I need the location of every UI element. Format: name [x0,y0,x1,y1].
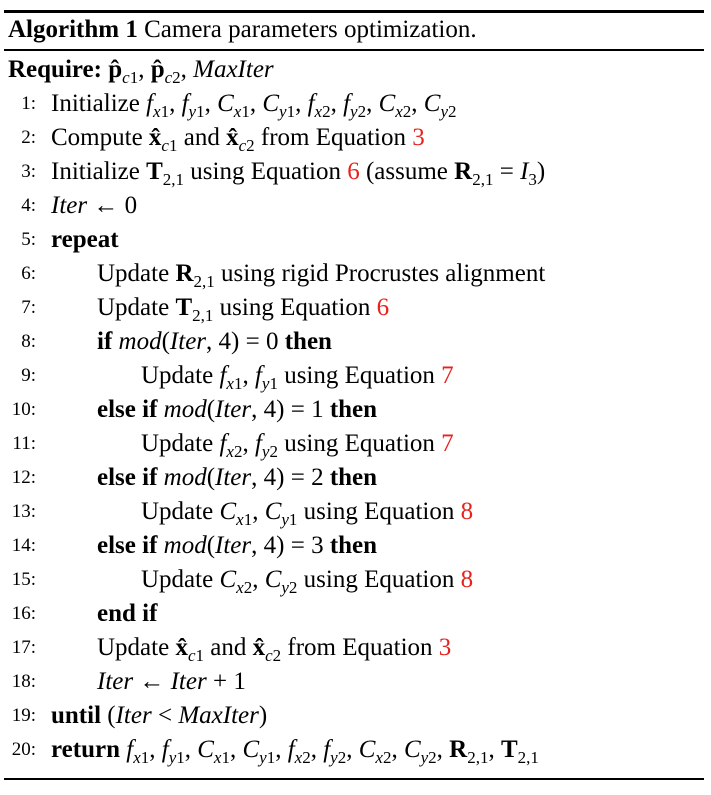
equation-ref[interactable]: 3 [412,124,425,151]
algorithm-line [0,155,711,189]
line-number: 11 : [0,427,36,461]
line-number: 3 : [0,155,36,189]
line-number: 7 : [0,291,36,325]
algorithm-line [0,87,711,121]
line-content: Update $f_{x2}$, $f_{y2}$ using Equation 7 [141,430,454,461]
line-content: else if mod(Iter, 4) = 2 then [97,464,378,491]
line-number: 9 : [0,359,36,393]
line-content: Compute $x̂_{c1}$ and $x̂_{c2}$ from Equation 3 [51,124,425,155]
algorithm-line [0,359,711,393]
line-content: return $f_{x1}$, $f_{y1}$, $C_{x1}$, $C_{y1}$, $f_{x2}$, $f_{y2}$, $C_{x2}$, $C_{y2}$, $R_{2,1}$, $T_{2,1}$ [51,736,539,767]
algorithm-line [0,291,711,325]
equation-ref[interactable]: 8 [460,498,474,525]
line-number: 15 : [0,563,36,597]
caption-rule [4,49,704,51]
require-label: Require: [8,56,102,83]
require-args: $p̂_{c1}$, $p̂_{c2}$, MaxIter [108,56,274,87]
line-number: 10 : [0,393,36,427]
equation-ref[interactable]: 8 [460,566,474,593]
line-content: else if mod(Iter, 4) = 3 then [97,532,378,559]
line-content: Update $C_{x2}$, $C_{y2}$ using Equation 8 [141,566,474,597]
line-number: 13 : [0,495,36,529]
line-number: 14 : [0,529,36,563]
line-number: 12 : [0,461,36,495]
equation-ref[interactable]: 6 [347,158,360,185]
require-line [8,53,274,87]
algorithm-line [0,665,711,699]
line-content: repeat [51,226,119,253]
line-number: 17 : [0,631,36,665]
equation-ref[interactable]: 7 [441,430,454,457]
line-number: 5 : [0,223,36,257]
algorithm-line [0,461,711,495]
line-number: 18 : [0,665,36,699]
algorithm-line [0,393,711,427]
line-content: until (Iter < MaxIter) [51,702,268,729]
algorithm-caption [8,13,477,47]
line-number: 20 : [0,733,36,767]
algorithm-line [0,257,711,291]
algorithm-line [0,427,711,461]
algorithm-label: Algorithm 1 [8,16,138,43]
line-content: if mod(Iter, 4) = 0 then [97,328,332,355]
algorithm-line [0,223,711,257]
algorithm-line [0,563,711,597]
line-number: 1 : [0,87,36,121]
line-number: 6 : [0,257,36,291]
algorithm-line [0,325,711,359]
algorithm-line [0,699,711,733]
algorithm-line [0,189,711,223]
equation-ref[interactable]: 6 [376,294,390,321]
algorithm-line [0,495,711,529]
line-content: Initialize $f_{x1}$, $f_{y1}$, $C_{x1}$, $C_{y1}$, $f_{x2}$, $f_{y2}$, $C_{x2}$, $C_{y2}$ [51,90,457,121]
algorithm-line [0,597,711,631]
line-content: Update $x̂_{c1}$ and $x̂_{c2}$ from Equation 3 [97,634,452,665]
equation-ref[interactable]: 3 [438,634,452,661]
line-number: 8 : [0,325,36,359]
line-number: 16 : [0,597,36,631]
line-content: end if [97,600,158,627]
line-content: Update $T_{2,1}$ using Equation 6 [97,294,390,325]
bottom-rule [4,778,704,780]
line-number: 4 : [0,189,36,223]
line-content: Initialize $T_{2,1}$ using Equation 6 (assume $R_{2,1} = I_3$) [51,158,546,189]
line-content: Update $C_{x1}$, $C_{y1}$ using Equation 8 [141,498,474,529]
line-number: 19 : [0,699,36,733]
line-content: Update $f_{x1}$, $f_{y1}$ using Equation 7 [141,362,454,393]
line-content: else if mod(Iter, 4) = 1 then [97,396,378,423]
algorithm-line [0,631,711,665]
line-content: Update $R_{2,1}$ using rigid Procrustes alignment [97,260,546,291]
equation-ref[interactable]: 7 [441,362,454,389]
line-content: Iter ← Iter + 1 [97,668,246,695]
algorithm-line [0,121,711,155]
line-number: 2 : [0,121,36,155]
algorithm-line [0,733,711,767]
algorithm-title: Camera parameters optimization. [144,16,477,43]
line-content: Iter ← 0 [51,192,138,219]
algorithm-line [0,529,711,563]
